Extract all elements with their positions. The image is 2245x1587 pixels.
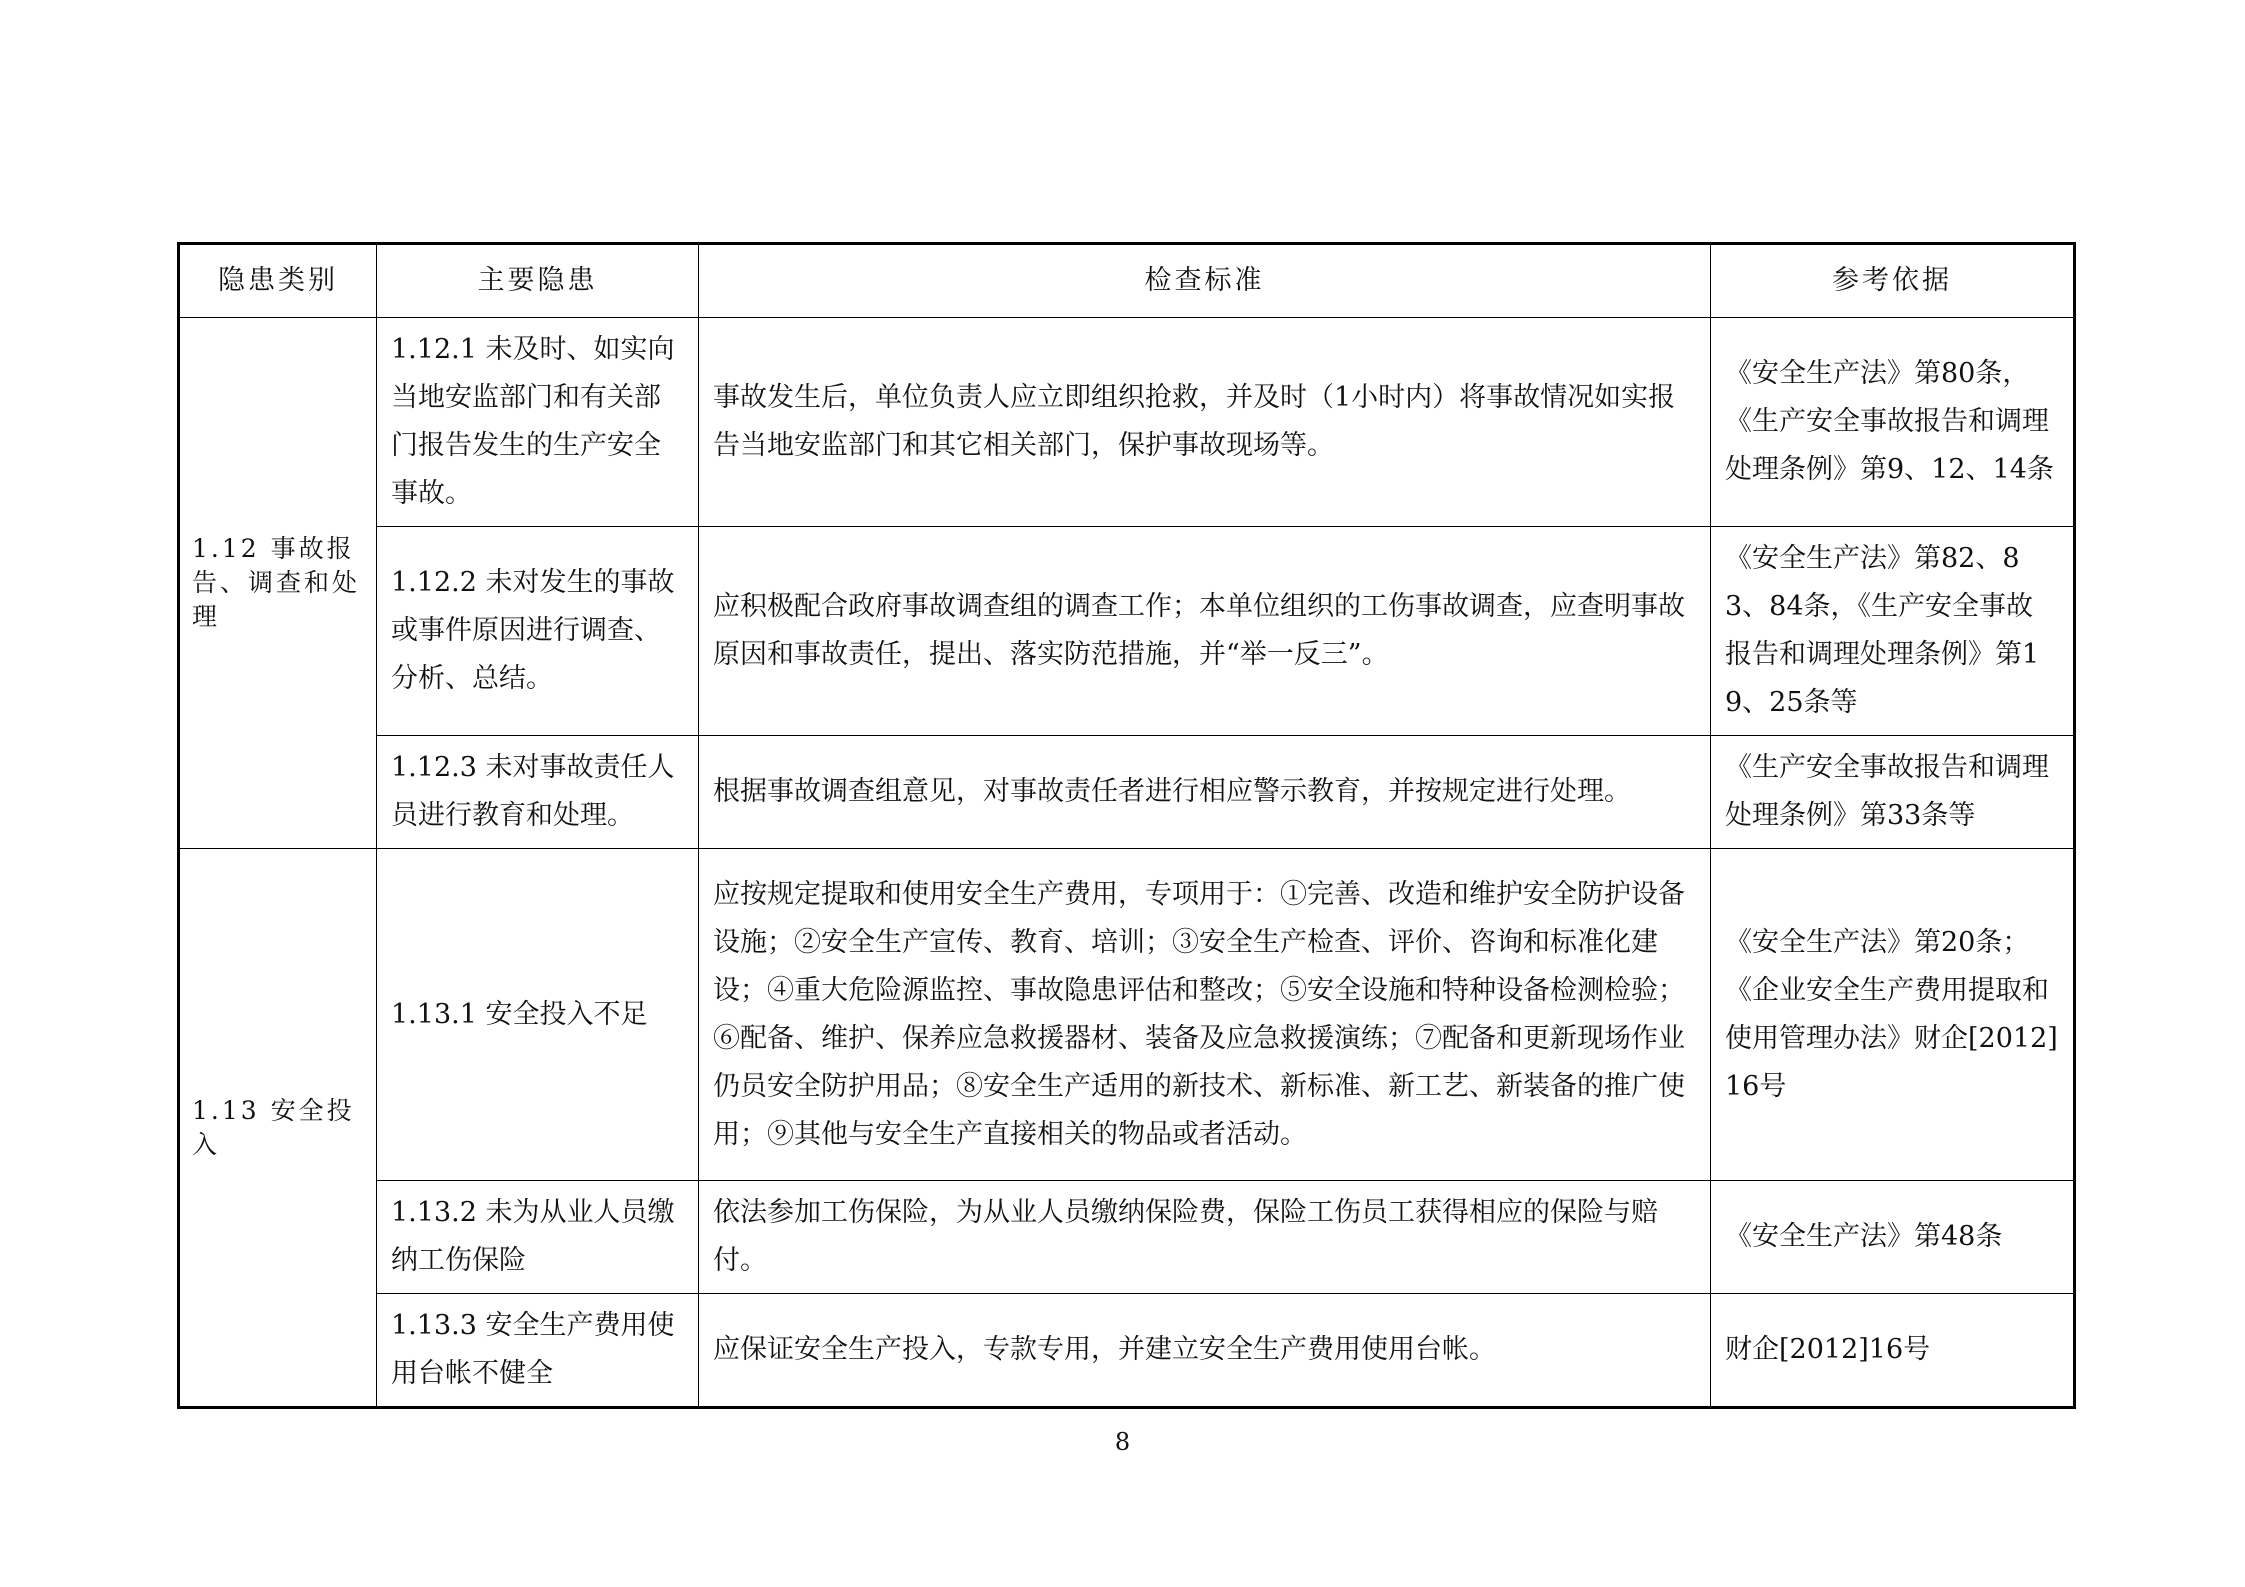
- standard-cell: 应保证安全生产投入，专款专用，并建立安全生产费用使用台帐。: [699, 1294, 1711, 1408]
- table-header-row: [179, 244, 2075, 318]
- header-standard: 检查标准: [699, 244, 1711, 318]
- header-hazard: 主要隐患: [377, 244, 699, 318]
- standard-cell: 根据事故调查组意见，对事故责任者进行相应警示教育，并按规定进行处理。: [699, 736, 1711, 849]
- hazard-inspection-table: [177, 242, 2076, 1409]
- table-row: [179, 318, 2075, 527]
- table-row: [179, 849, 2075, 1181]
- table-row: [179, 736, 2075, 849]
- basis-cell: 《安全生产法》第80条，《生产安全事故报告和调理处理条例》第9、12、14条: [1711, 318, 2075, 527]
- standard-cell: 应按规定提取和使用安全生产费用，专项用于：①完善、改造和维护安全防护设备设施；②安全生产宣传、教育、培训；③安全生产检查、评价、咨询和标准化建设；④重大危险源监控、事故隐患评估和整改；⑤安全设施和特种设备检测检验；⑥配备、维护、保养应急救援器材、装备及应急救援演练；⑦配备和更新现场作业仍员安全防护用品；⑧安全生产适用的新技术、新标准、新工艺、新装备的推广使用；⑨其他与安全生产直接相关的物品或者活动。: [699, 849, 1711, 1181]
- hazard-cell: 1.13.2 未为从业人员缴纳工伤保险: [377, 1181, 699, 1294]
- hazard-cell: 1.12.3 未对事故责任人员进行教育和处理。: [377, 736, 699, 849]
- basis-cell: 《安全生产法》第82、83、84条，《生产安全事故报告和调理处理条例》第19、25条等: [1711, 527, 2075, 736]
- basis-cell: 《安全生产法》第48条: [1711, 1181, 2075, 1294]
- basis-cell: 《安全生产法》第20条；《企业安全生产费用提取和使用管理办法》财企[2012]16号: [1711, 849, 2075, 1181]
- hazard-cell: 1.13.1 安全投入不足: [377, 849, 699, 1181]
- table-row: [179, 527, 2075, 736]
- hazard-cell: 1.13.3 安全生产费用使用台帐不健全: [377, 1294, 699, 1408]
- hazard-cell: 1.12.2 未对发生的事故或事件原因进行调查、分析、总结。: [377, 527, 699, 736]
- category-cell: 1.13 安全投入: [179, 849, 377, 1408]
- standard-cell: 应积极配合政府事故调查组的调查工作；本单位组织的工伤事故调查，应查明事故原因和事故责任，提出、落实防范措施，并“举一反三”。: [699, 527, 1711, 736]
- page-number: 8: [1114, 1428, 1131, 1456]
- header-category: 隐患类别: [179, 244, 377, 318]
- standard-cell: 事故发生后，单位负责人应立即组织抢救，并及时（1小时内）将事故情况如实报告当地安监部门和其它相关部门，保护事故现场等。: [699, 318, 1711, 527]
- basis-cell: 财企[2012]16号: [1711, 1294, 2075, 1408]
- header-basis: 参考依据: [1711, 244, 2075, 318]
- table-row: [179, 1294, 2075, 1408]
- basis-cell: 《生产安全事故报告和调理处理条例》第33条等: [1711, 736, 2075, 849]
- table-row: [179, 1181, 2075, 1294]
- standard-cell: 依法参加工伤保险，为从业人员缴纳保险费，保险工伤员工获得相应的保险与赔付。: [699, 1181, 1711, 1294]
- hazard-cell: 1.12.1 未及时、如实向当地安监部门和有关部门报告发生的生产安全事故。: [377, 318, 699, 527]
- category-cell: 1.12 事故报告、调查和处理: [179, 318, 377, 849]
